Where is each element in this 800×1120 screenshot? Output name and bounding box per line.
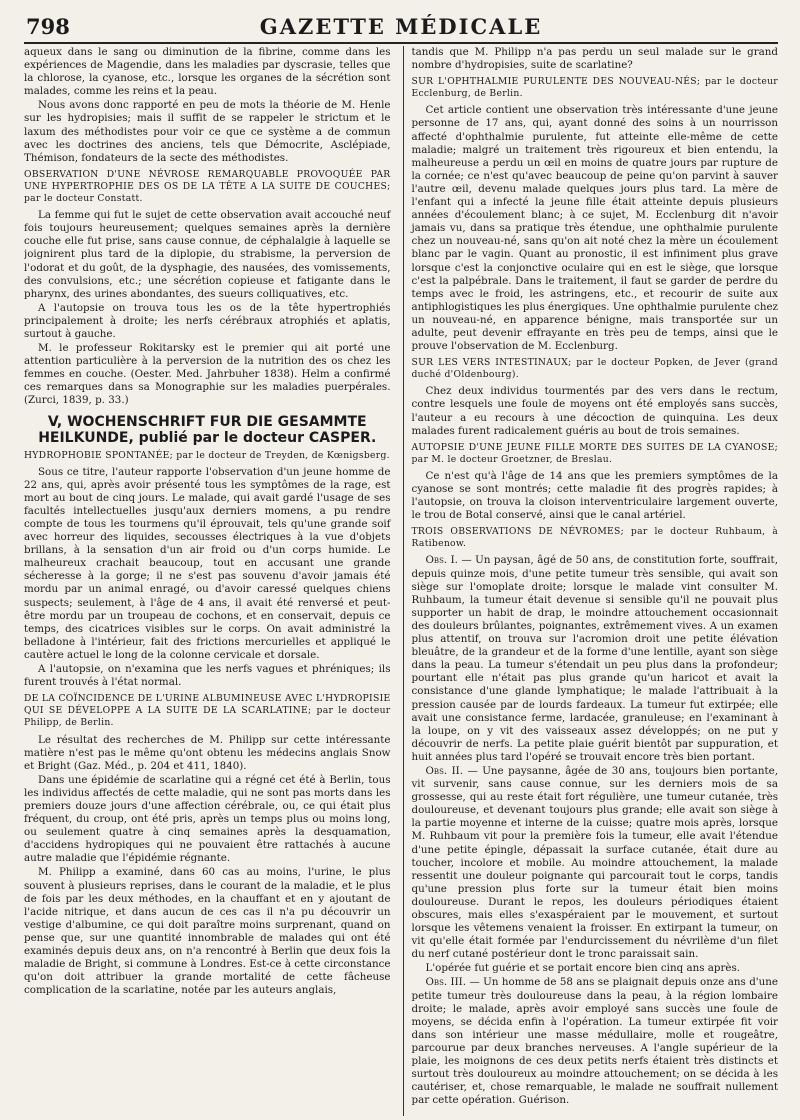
left-column	[24, 46, 397, 1116]
observation-paragraph	[411, 976, 778, 1107]
observation-label: Obs. II.	[425, 764, 464, 777]
paragraph: aqueux dans le sang ou diminution de la fibrine, comme dans les expériences de Magendie, dans les maladies par dyscrasie, telles que la chlorose, la cyanose, etc., lorsque les organes de la sécrétion sont malades, comme les reins et la peau.	[24, 46, 391, 98]
section-heading: SUR L'OPHTHALMIE PURULENTE DES NOUVEAU-NÉS; par le docteur Ecclenburg, de Berlin.	[411, 76, 778, 100]
observation-text: — Un homme de 58 ans se plaignait depuis onze ans d'une petite tumeur très douloureuse dans la peau, à la région lombaire droite; le malade, après avoir employé sans succès une foule de moyens, se décida enfin à l'opération. La tumeur extirpée fit voir dans son intérieur une masse médullaire, molle et rougeâtre, parcourue par deux branches nerveuses. A l'angle supérieur de la plaie, les moignons de ces deux petits nerfs étaient très distincts et surtout très douloureux au moindre attouchement; on se décida à les cautériser, et, chose remarquable, le malade ne souffrait nullement par cette opération. Guérison.	[411, 976, 778, 1107]
section-heading: DE LA COÏNCIDENCE DE L'URINE ALBUMINEUSE AVEC L'HYDROPISIE QUI SE DÉVELOPPE A LA SUITE DE LA SCARLATINE; par le docteur Philipp, de Berlin.	[24, 693, 391, 729]
journal-title: GAZETTE MÉDICALE	[259, 14, 543, 39]
paragraph: Dans une épidémie de scarlatine qui a régné cet été à Berlin, tous les individus affectés de cette maladie, qui ne sont pas morts dans les premiers douze jours d'une affection cérébrale, ou, ce qui était plus fréquent, du croup, ont été pris, après un temps plus ou moins long, ou seulement quatre à cinq semaines après la desquamation, d'accidens hydropiques qui ne pouvaient être rattachés à aucune autre maladie que l'épidémie régnante.	[24, 773, 391, 865]
paragraph: A l'autopsie, on n'examina que les nerfs vagues et phréniques; ils furent trouvés à l'état normal.	[24, 663, 391, 689]
observation-text: — Une paysanne, âgée de 30 ans, toujours bien portante, vit survenir, sans cause connue, sur les derniers mois de sa grossesse, qui au reste était fort régulière, une tumeur cutanée, très douloureuse, et devenant toujours plus grande; elle avait son siège à la partie moyenne et interne de la cuisse; quatre mois après, lorsque M. Ruhbaum vit pour la première fois la tumeur, elle avait l'étendue d'une petite épingle, dépassait la surface cutanée, était dure au toucher, incolore et mobile. Au moindre attouchement, la malade ressentit une douleur poignante qui parcourait tout le corps, tandis qu'une pression plus forte sur la tumeur était bien moins douloureuse. Durant le repos, les douleurs périodiques étaient obscures, mais elles s'exaspéraient par le mouvement, et surtout lorsque les vêtemens venaient la froisser. En extirpant la tumeur, on vit qu'elle était formée par l'endurcissement du névrilème d'un filet du nerf cutané postérieur dont le tronc paraissait sain.	[411, 764, 778, 961]
paragraph: M. Philipp a examiné, dans 60 cas au moins, l'urine, le plus souvent à plusieurs reprises, dans le courant de la maladie, et le plus de fois par les deux méthodes, en la chauffant et en y ajoutant de l'acide nitrique, et dans aucun de ces cas il n'a pu découvrir un vestige d'albumine, ce qui doit paraître moins surprenant, quand on pense que, sur une quantité innombrable de malades qui ont été examinés depuis deux ans, on n'a rencontré à Berlin que deux fois la maladie de Bright, si commune à Londres. Est-ce à cette circonstance qu'on doit attribuer la grande mortalité de cette fâcheuse complication de la scarlatine, notée par les auteurs anglais,	[24, 866, 391, 997]
observation-text: — Un paysan, âgé de 50 ans, de constitution forte, souffrait, depuis quinze mois, d'une petite tumeur très sensible, qui avait son siège sur l'omoplate droite; lorsque le malade vint consulter M. Ruhbaum, la tumeur était devenue si sensible qu'il ne pouvait plus supporter un habit de drap, le moindre attouchement occasionnait des douleurs brûlantes, poignantes, extrêmement vives. A un examen plus attentif, on trouva sur l'acromion droit une petite élévation bleuâtre, de la grandeur et de la forme d'une lentille, ayant son siège dans la peau. La tumeur s'étendait un peu plus dans la profondeur; pourtant elle n'était pas plus grande qu'un haricot et avait la consistance d'une glande lymphatique; le malade l'attribuait à la pression causée par de lourds fardeaux. La tumeur fut extirpée; elle avait une consistance ferme, lardacée, granuleuse; en l'examinant à la loupe, on y vit des vaisseaux assez développés; on ne put y découvrir de nerfs. La petite plaie guérit bientôt par suppuration, et huit années plus tard l'opéré se trouvait encore très bien portant.	[411, 554, 778, 763]
paragraph: La femme qui fut le sujet de cette observation avait accouché neuf fois toujours heureusement; quelques semaines après la dernière couche elle fut prise, sans cause connue, de céphalalgie à laquelle se joignirent plus tard de la diplopie, du strabisme, la perversion de l'odorat et du goût, de la dysphagie, des nausées, des vomissements, des convulsions, etc.; une sécrétion copieuse et fatigante dans le pharynx, des urines abondantes, des sueurs colliquatives, etc.	[24, 209, 391, 300]
paragraph: Sous ce titre, l'auteur rapporte l'observation d'un jeune homme de 22 ans, qui, après avoir présenté tous les symptômes de la rage, est mort au bout de cinq jours. Le malade, qui avait gardé l'usage de ses facultés intellectuelles jusqu'aux derniers momens, a pu rendre compte de tous les tourmens qu'il éprouvait, tels qu'une grande soif avec horreur des liquides, secousses électriques à la vue d'objets brillans, à la sensation d'un air froid ou d'un corps humide. Le malheureux crachait beaucoup, tout en accusant une grande sécheresse à la gorge; il ne s'est pas souvenu d'avoir jamais été mordu par un animal enragé, ou d'avoir caressé quelques chiens suspects; seulement, à l'âge de 4 ans, il avait été renversé et peut-être mordu par un troupeau de cochons, et en conservait, depuis ce temps, des cicatrices visibles sur le corps. On avait administré la belladone à l'intérieur, fait des frictions mercurielles et appliqué le cautère actuel le long de la colonne cervicale et dorsale.	[24, 465, 391, 661]
paragraph: Cet article contient une observation très intéressante d'une jeune personne de 17 ans, qui, ayant donné des soins à un nourrisson affecté d'ophthalmie purulente, fut atteinte elle-même de cette maladie; malgré un traitement très rigoureux et bien entendu, la malheureuse a perdu un œil en moins de quatre jours par rupture de la cornée; ce n'est qu'avec beaucoup de peine qu'on parvint à sauver l'autre œil, devenu malade quelques jours plus tard. La mère de l'enfant qui a infecté la jeune fille était atteinte depuis plusieurs années d'écoulement blanc; à ce sujet, M. Ecclenburg dit n'avoir jamais vu, dans sa pratique très étendue, une ophthalmie purulente chez un nouveau-né, sans qu'on ait noté chez la mère un écoulement blanc par le vagin. Quant au pronostic, il est infiniment plus grave lorsque c'est la conjonctive oculaire qui en est le siège, que lorsque c'est la palpébrale. Dans le traitement, il faut se garder de perdre du temps avec le froid, les astringens, etc., et recourir de suite aux antiphlogistiques les plus énergiques. Une ophthalmie purulente chez un nouveau-né, en apparence bénigne, mais transportée sur un adulte, peut devenir effrayante en très peu de temps, ainsi que le prouve l'observation de M. Ecclenburg.	[411, 104, 778, 353]
observation-label: Obs. I.	[425, 554, 458, 567]
paragraph: Ce n'est qu'à l'âge de 14 ans que les premiers symptômes de la cyanose se sont montrés; cette maladie fit des progrès rapides; à l'autopsie, on trouva la cloison interventriculaire largement ouverte, le trou de Botal conservé, ainsi que le canal artériel.	[411, 469, 778, 522]
section-heading: AUTOPSIE D'UNE JEUNE FILLE MORTE DES SUITES DE LA CYANOSE; par M. le docteur Groetzner, de Breslau.	[411, 441, 778, 465]
paragraph: A l'autopsie on trouva tous les os de la tête hypertrophiés principalement à droite; les nerfs cérébraux atrophiés et aplatis, surtout à gauche.	[24, 301, 391, 340]
header-rule	[24, 42, 778, 44]
section-heading: OBSERVATION D'UNE NÉVROSE REMARQUABLE PROVOQUÉE PAR UNE HYPERTROPHIE DES OS DE LA TÊTE A LA SUITE DE COUCHES; par le docteur Constatt.	[24, 168, 391, 205]
section-heading: SUR LES VERS INTESTINAUX; par le docteur Popken, de Jever (grand duché d'Oldenbourg).	[411, 357, 778, 381]
column-divider	[403, 46, 404, 1116]
paragraph: Chez deux individus tourmentés par des vers dans le rectum, contre lesquels une foule de moyens ont été employés sans succès, l'auteur a eu recours à une décoction de quinquina. Les deux malades furent radicalement guéris au bout de trois semaines.	[411, 385, 778, 437]
section-heading: HYDROPHOBIE SPONTANÉE; par le docteur de Treyden, de Kœnigsberg.	[24, 449, 390, 461]
observation-paragraph	[411, 765, 778, 961]
page-number: 798	[26, 14, 70, 39]
journal-section-heading: V, WOCHENSCHRIFT FUR DIE GESAMMTE HEILKUNDE, publié par le docteur CASPER.	[38, 413, 377, 446]
text-columns	[24, 46, 778, 1116]
observation-label: Obs. III.	[425, 976, 467, 989]
paragraph: Nous avons donc rapporté en peu de mots la théorie de M. Henle sur les hydropisies; mais il suffit de se rappeler le strictum et le laxum des méthodistes pour voir ce que ce système a de commun avec les doctrines des anciens, tels que Démocrite, Asclépiade, Thémison, fondateurs de la secte des méthodistes.	[24, 99, 391, 164]
section-heading: TROIS OBSERVATIONS DE NÉVROMES; par le docteur Ruhbaum, à Ratibenow.	[411, 526, 778, 550]
paragraph: tandis que M. Philipp n'a pas perdu un seul malade sur le grand nombre d'hydropisies, suite de scarlatine?	[411, 46, 778, 72]
right-column	[409, 46, 778, 1116]
paragraph: Le résultat des recherches de M. Philipp sur cette intéressante matière n'est pas le même qu'ont obtenu les médecins anglais Snow et Bright (Gaz. Méd., p. 204 et 411, 1840).	[24, 733, 391, 772]
paragraph: M. le professeur Rokitarsky est le premier qui ait porté une attention particulière à la perversion de la nutrition des os chez les femmes en couche. (Oester. Med. Jahrbuher 1838). Helm a confirmé ces remarques dans sa Monographie sur les maladies puerpérales. (Zurci, 1839, p. 33.)	[24, 342, 391, 407]
paragraph: L'opérée fut guérie et se portait encore bien cinq ans après.	[425, 962, 741, 975]
page-header	[24, 10, 778, 46]
observation-paragraph	[411, 554, 778, 764]
